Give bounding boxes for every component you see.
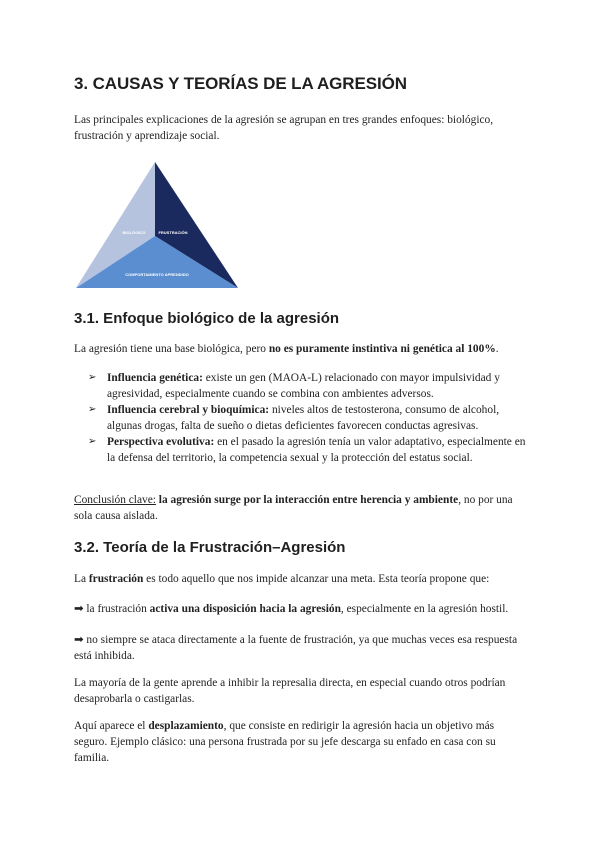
list-item-text: existe un gen (MAOA-L) relacionado con mayor impulsividad y agresividad, especialmente cuando se combina con ambientes adversos. — [107, 372, 500, 400]
text-run: , especialmente en la agresión hostil. — [340, 603, 509, 615]
text-run: Aquí aparece el — [74, 720, 149, 732]
list-item-label: Influencia genética: — [107, 372, 203, 384]
list-item-label: Perspectiva evolutiva: — [107, 436, 215, 448]
frustration-point-1 — [74, 601, 526, 617]
text-run: La mayoría de la gente aprende a inhibir la represalia directa, en especial cuando otros podrían desaprobarla o castigarlas. — [74, 677, 506, 705]
frustration-point-2 — [74, 632, 526, 664]
biological-factors-list — [88, 370, 528, 466]
conclusion-label: Conclusión clave: — [74, 494, 156, 506]
conclusion-paragraph — [74, 492, 526, 524]
right-arrow-icon: ➡ — [74, 603, 84, 615]
list-item — [88, 402, 528, 434]
biological-lead-emphasis: no es puramente instintiva ni genética al 100% — [268, 343, 496, 355]
list-item-label: Influencia cerebral y bioquímica: — [107, 404, 270, 416]
diagram-left-label: BIOLÓGICO — [122, 230, 146, 235]
biological-lead-text: La agresión tiene una base biológica, pero — [74, 343, 269, 355]
section-heading-frustration: 3.2. Teoría de la Frustración–Agresión — [74, 539, 346, 556]
conclusion-emphasis: la agresión surge por la interacción entre herencia y ambiente — [155, 494, 459, 506]
right-arrow-icon: ➡ — [74, 634, 84, 646]
conclusion-end: , no por una sola causa aislada. — [74, 494, 513, 522]
diagram-bottom-label: COMPORTAMIENTO APRENDIDO — [125, 272, 189, 277]
displacement-paragraph — [74, 718, 526, 766]
text-run: La — [74, 573, 89, 585]
frustration-term: frustración — [88, 573, 144, 585]
intro-paragraph — [74, 112, 526, 144]
list-item-text: niveles altos de testosterona, consumo de alcohol, algunas drogas, falta de sueño o dietas deficientes favorecen conductas agresivas. — [107, 404, 500, 432]
biological-lead-end: . — [495, 343, 499, 355]
frustration-point-emphasis: activa una disposición hacia la agresión — [149, 603, 341, 615]
arrow-bullet-icon: ➢ — [88, 404, 97, 415]
text-run: la frustración — [83, 603, 150, 615]
inhibition-paragraph — [74, 675, 526, 707]
biological-lead-paragraph — [74, 341, 526, 357]
list-item — [88, 434, 528, 466]
text-run: , que consiste en redirigir la agresión hacia un objetivo más seguro. Ejemplo clásico: una persona frustrada por su jefe descarga su enfado en casa con su familia. — [74, 720, 496, 764]
section-heading-biological: 3.1. Enfoque biológico de la agresión — [74, 310, 340, 327]
text-run: es todo aquello que nos impide alcanzar una meta. Esta teoría propone que: — [143, 573, 490, 585]
frustration-definition-paragraph — [74, 571, 526, 587]
page-title: 3. CAUSAS Y TEORÍAS DE LA AGRESIÓN — [74, 74, 407, 93]
displacement-term: desplazamiento — [148, 720, 224, 732]
diagram-right-label: FRUSTRACIÓN — [158, 230, 188, 235]
list-item-text: en el pasado la agresión tenía un valor adaptativo, especialmente en la defensa del territorio, la competencia sexual y la protección del estatus social. — [107, 436, 526, 464]
text-run: no siempre se ataca directamente a la fuente de frustración, ya que muchas veces esa respuesta está inhibida. — [74, 634, 518, 662]
arrow-bullet-icon: ➢ — [88, 436, 97, 447]
list-item — [88, 370, 528, 402]
intro-text: Las principales explicaciones de la agresión se agrupan en tres grandes enfoques: biológico, frustración y aprendizaje social. — [74, 114, 494, 142]
three-approaches-triangle-diagram — [72, 160, 242, 290]
arrow-bullet-icon: ➢ — [88, 372, 97, 383]
